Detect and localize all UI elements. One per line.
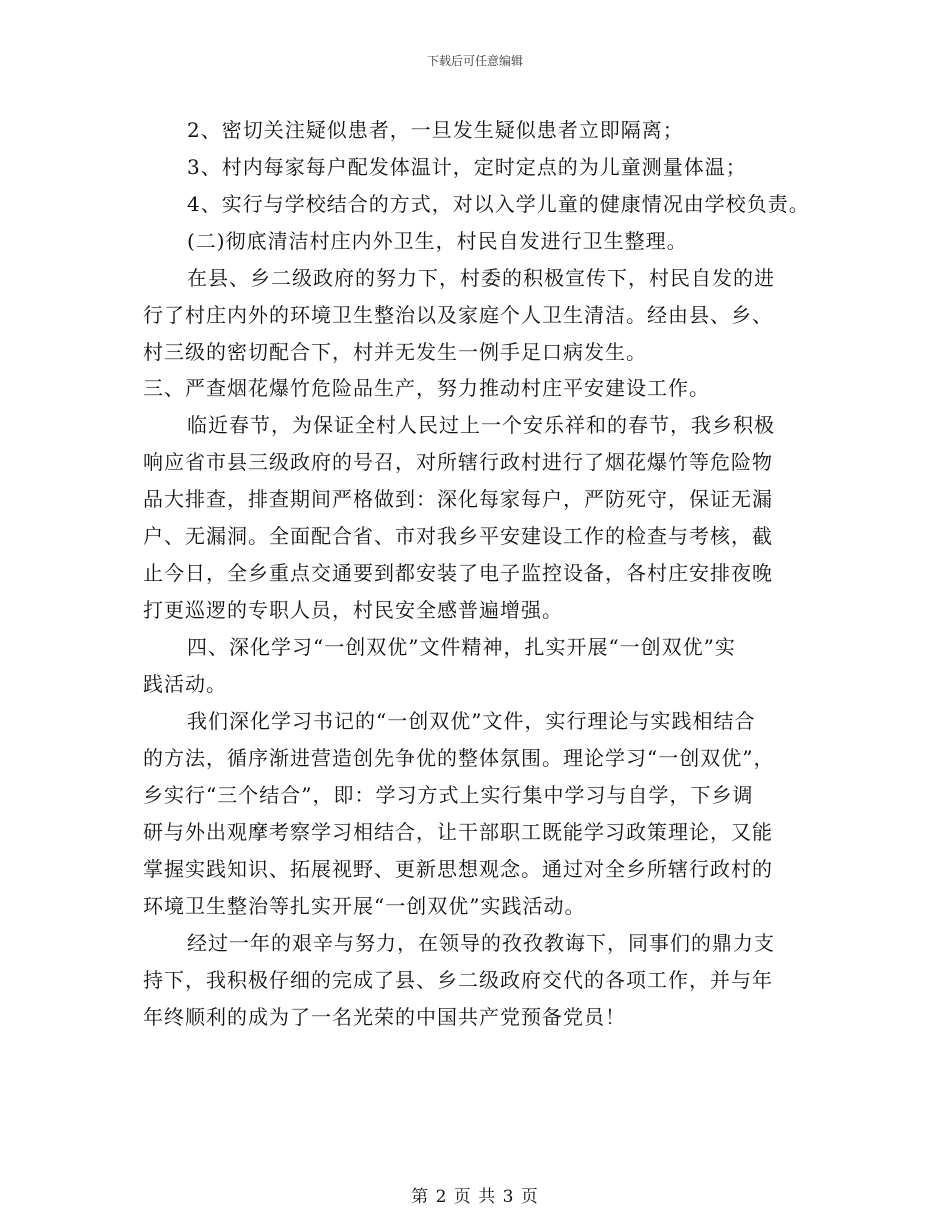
section-heading: 三、严查烟花爆竹危险品生产，努力推动村庄平安建设工作。 (143, 376, 710, 400)
paragraph-line: 掌握实践知识、拓展视野、更新思想观念。通过对全乡所辖行政村的 (143, 857, 773, 881)
paragraph-line: 品大排查，排查期间严格做到：深化每家每户，严防死守，保证无漏 (143, 487, 773, 511)
paragraph-line: 的方法，循序渐进营造创先争优的整体氛围。理论学习“一创双优”， (143, 746, 775, 770)
paragraph-line: 打更巡逻的专职人员，村民安全感普遍增强。 (143, 598, 563, 622)
paragraph-line: 户、无漏洞。全面配合省、市对我乡平安建设工作的检查与考核，截 (143, 524, 773, 548)
section-heading: 四、深化学习“一创双优”文件精神，扎实开展“一创双优”实 (187, 635, 736, 659)
download-note: 下载后可任意编辑 (426, 54, 523, 68)
paragraph-line: 2、密切关注疑似患者，一旦发生疑似患者立即隔离； (187, 118, 684, 142)
paragraph-line: 我们深化学习书记的“一创双优”文件，实行理论与实践相结合 (187, 709, 756, 733)
paragraph-line: 村三级的密切配合下，村并无发生一例手足口病发生。 (143, 340, 647, 364)
page-number: 第 2 页 共 3 页 (411, 1187, 539, 1207)
paragraph-line: 行了村庄内外的环境卫生整治以及家庭个人卫生清洁。经由县、乡、 (143, 303, 773, 327)
paragraph-line: 践活动。 (143, 672, 227, 696)
paragraph-line: 响应省市县三级政府的号召，对所辖行政村进行了烟花爆竹等危险物 (143, 450, 773, 474)
paragraph-line: 环境卫生整治等扎实开展“一创双优”实践活动。 (143, 894, 586, 918)
paragraph-line: 乡实行“三个结合”，即：学习方式上实行集中学习与自学，下乡调 (143, 783, 754, 807)
paragraph-line: 研与外出观摩考察学习相结合，让干部职工既能学习政策理论，又能 (143, 820, 773, 844)
paragraph-line: 4、实行与学校结合的方式，对以入学儿童的健康情况由学校负责。 (187, 192, 810, 216)
paragraph-line: 3、村内每家每户配发体温计，定时定点的为儿童测量体温； (187, 155, 747, 179)
paragraph-line: 临近春节，为保证全村人民过上一个安乐祥和的春节，我乡积极 (187, 413, 775, 437)
paragraph-line: 在县、乡二级政府的努力下，村委的积极宣传下，村民自发的进 (187, 266, 775, 290)
paragraph-line: (二)彻底清洁村庄内外卫生，村民自发进行卫生整理。 (187, 229, 688, 253)
paragraph-line: 持下，我积极仔细的完成了县、乡二级政府交代的各项工作，并与年 (143, 968, 773, 992)
paragraph-line: 年终顺利的成为了一名光荣的中国共产党预备党员！ (143, 1005, 626, 1029)
paragraph-line: 经过一年的艰辛与努力，在领导的孜孜教诲下，同事们的鼎力支 (187, 931, 775, 955)
paragraph-line: 止今日，全乡重点交通要到都安装了电子监控设备，各村庄安排夜晚 (143, 561, 773, 585)
